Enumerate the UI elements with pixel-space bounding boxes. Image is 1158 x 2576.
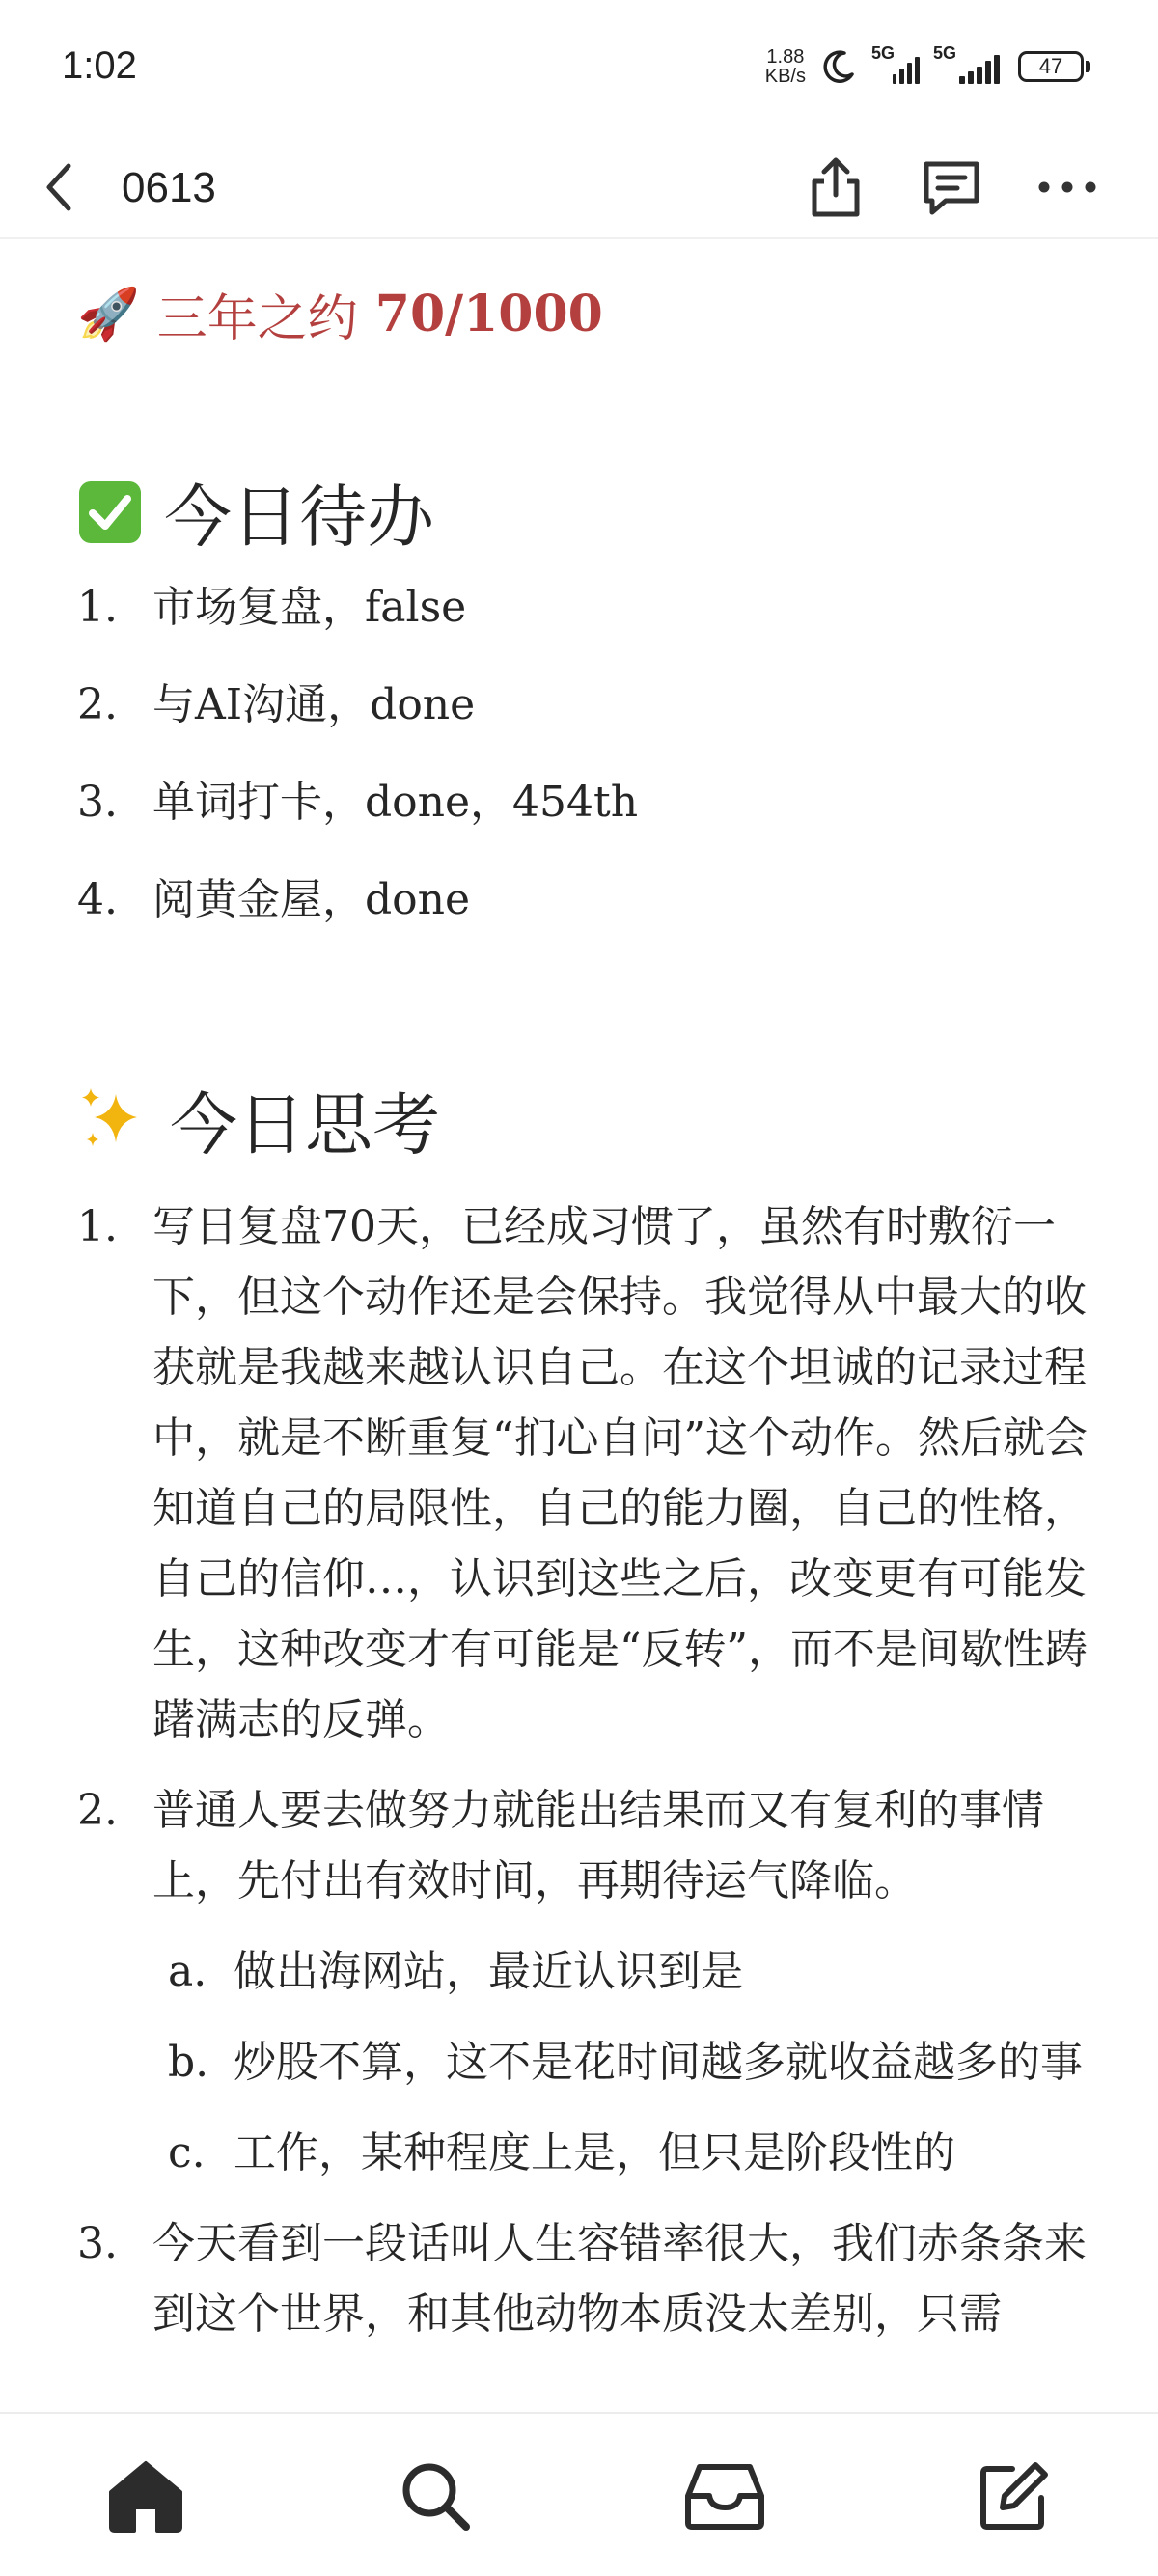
signal-2-icon [933, 43, 1005, 84]
sub-list-item-text: 做出海网站，最近认识到是 [234, 1947, 743, 1996]
todo-item[interactable] [77, 579, 1100, 676]
search-icon [399, 2459, 472, 2533]
share-button[interactable] [805, 156, 867, 218]
sub-list-item-text: 炒股不算，这不是花时间越多就收益越多的事 [234, 2038, 1083, 2087]
list-marker: 1. [77, 1202, 118, 1251]
battery-icon [1018, 51, 1090, 82]
thinking-heading-text: 今日思考 [170, 1085, 440, 1165]
note-content[interactable] [0, 241, 1158, 2412]
comment-icon [921, 156, 982, 218]
list-marker: 2. [77, 1786, 118, 1835]
status-time: 1:02 [62, 44, 137, 87]
network-speed [765, 47, 806, 86]
status-icons [765, 42, 1090, 91]
inbox-icon [684, 2461, 765, 2531]
page-title: 0613 [122, 164, 216, 211]
goal-progress: 70/1000 [374, 285, 603, 343]
network-speed-unit: KB/s [764, 66, 806, 87]
todo-item-text: 阅黄金屋，done [152, 875, 471, 924]
list-marker: a. [168, 1947, 207, 1996]
sub-list-item[interactable] [152, 2027, 1100, 2097]
sub-list [152, 1936, 1100, 2188]
todo-list [77, 579, 1100, 969]
sub-list-item[interactable] [152, 2118, 1100, 2188]
signal-1-label: 5G [871, 43, 896, 63]
thinking-item[interactable] [77, 2208, 1100, 2349]
battery-level: 47 [1018, 51, 1084, 82]
tab-search[interactable] [392, 2453, 479, 2539]
more-button[interactable] [1036, 156, 1098, 218]
goal-title: 三年之约 [156, 290, 358, 348]
more-icon [1036, 178, 1098, 197]
back-button[interactable] [35, 149, 83, 226]
bottom-tab-bar [0, 2412, 1158, 2576]
todo-item[interactable] [77, 774, 1100, 871]
top-nav [0, 135, 1158, 239]
thinking-item-text: 普通人要去做努力就能出结果而又有复利的事情上，先付出有效时间，再期待运气降临。 [152, 1786, 1044, 1905]
tab-home[interactable] [102, 2453, 189, 2539]
compose-icon [978, 2459, 1051, 2533]
comment-button[interactable] [921, 156, 982, 218]
todo-item[interactable] [77, 676, 1100, 774]
list-marker: c. [168, 2128, 206, 2178]
todo-heading [77, 463, 434, 561]
sparkles-icon [77, 1084, 149, 1156]
network-speed-value: 1.88 [766, 46, 805, 68]
thinking-item[interactable] [77, 1192, 1100, 1755]
tab-inbox[interactable] [681, 2453, 768, 2539]
thinking-heading [77, 1071, 440, 1168]
thinking-list [77, 1192, 1100, 2370]
chevron-left-icon [43, 162, 74, 212]
tab-compose[interactable] [971, 2453, 1058, 2539]
sub-list-item-text: 工作，某种程度上是，但只是阶段性的 [234, 2128, 955, 2178]
list-marker: 4. [77, 875, 118, 924]
list-marker: 3. [77, 2219, 118, 2268]
list-marker: 2. [77, 680, 118, 729]
todo-item-text: 市场复盘，false [152, 583, 467, 632]
todo-item-text: 单词打卡，done，454th [152, 778, 639, 827]
thinking-item-text: 写日复盘70天，已经成习惯了，虽然有时敷衍一下，但这个动作还是会保持。我觉得从中最大的收获就是我越来越认识自己。在这个坦诚的记录过程中，就是不断重复“扪心自问”这个动作。然后就会知道自己的局限性，自己的能力圈，自己的性格，自己的信仰…，认识到这些之后，改变更有可能发生，这种改变才有可能是“反转”，而不是间歇性踌躇满志的反弹。 [152, 1202, 1088, 1744]
signal-2-label: 5G [933, 43, 957, 63]
signal-1-icon [871, 43, 920, 84]
list-marker: 3. [77, 778, 118, 827]
check-mark-icon [77, 480, 143, 545]
todo-item-text: 与AI沟通，done [152, 680, 476, 729]
share-icon [807, 156, 865, 218]
rocket-icon: 🚀 [77, 286, 140, 343]
todo-heading-text: 今日待办 [164, 478, 434, 557]
goal-banner [77, 278, 603, 350]
status-bar [0, 0, 1158, 135]
sub-list-item[interactable] [152, 1936, 1100, 2007]
list-marker: b. [168, 2038, 209, 2087]
thinking-item-text: 今天看到一段话叫人生容错率很大，我们赤条条来到这个世界，和其他动物本质没太差别，只需 [152, 2219, 1087, 2339]
todo-item[interactable] [77, 871, 1100, 969]
thinking-item[interactable] [77, 1775, 1100, 2188]
home-icon [107, 2459, 184, 2533]
list-marker: 1. [77, 583, 118, 632]
moon-icon [819, 47, 858, 86]
